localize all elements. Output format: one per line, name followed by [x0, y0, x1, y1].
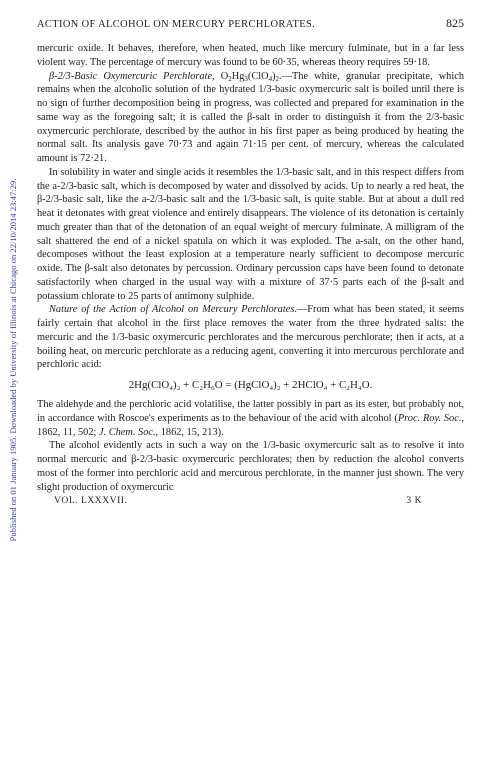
paragraph-2	[37, 70, 464, 166]
watermark-text: Published on 01 January 1905. Downloaded by University of Illinois at Chicago on 22/10/2014 23:47:29.	[8, 178, 18, 542]
section-heading: Nature of the Action of Alcohol on Mercury Perchlorates.	[49, 304, 297, 316]
reaction-equation: 2Hg(ClO₄)₂ + C₂H₆O = (HgClO₄)₂ + 2HClO₄ + C₂H₄O.	[128, 379, 373, 391]
paragraph-3: In solubility in water and single acids it resembles the 1/3-basic salt, and in this respect differs from the a-2/3-basic salt, which is decomposed by water and dissolved by acids. Up to nearly a red heat, the β-2/3-basic salt, like the a-2/3-basic salt and the 1/3-basic salt, is quite stable. But at about a dull red heat it detonates with great violence and entirely disappears. The violence of its detonation is certainly much greater than that of the detonation of an equal weight of mercury fulminate. A milligram of the salt shattered the end of a nickel spatula on which it was exploded. The a-salt, on the other hand, decomposes without the least explosion at a temperature nearly sufficient to decompose mercuric oxide. The β-salt also detonates by percussion. Ordinary percussion caps have been found to detonate satisfactorily when charged in the usual way with a mixture of 37·5 parts each of the β-salt and potassium chlorate to 25 parts of antimony sulphide.	[37, 166, 464, 302]
page-footer	[37, 495, 464, 506]
paragraph-5: The aldehyde and the perchloric acid volatilise, the latter possibly in part as its ester, but probably not, in accordance with Roscoe's experiments as to the behaviour of the acid with alcohol (Proc. Roy. Soc., 1862, 11, 502; J. Chem. Soc., 1862, 15, 213).	[37, 399, 464, 438]
signature-mark: 3 K	[406, 495, 422, 507]
journal-page	[37, 16, 464, 506]
compound-heading: β-2/3-Basic Oxymercuric Perchlorate,	[49, 70, 215, 82]
paragraph-4	[37, 303, 464, 372]
paragraph-6: The alcohol evidently acts in such a way on the 1/3-basic oxymercuric salt as to resolve it into normal mercuric and β-2/3-basic oxymercuric perchlorates; then by reduction the alcohol converts most of the former into perchloric acid and mercurous perchlorate, in the manner just shown. The very slight production of oxymercuric	[37, 440, 464, 493]
citation-j-chem-soc: J. Chem. Soc.,	[98, 426, 159, 438]
running-header	[37, 16, 464, 33]
paragraph-1: mercuric oxide. It behaves, therefore, when heated, much like mercury fulminate, but in a far less violent way. The percentage of mercury was found to be 60·35, whereas theory requires 59·18.	[37, 43, 464, 68]
page-number: 825	[446, 16, 464, 30]
paragraph-2-text: .—The white, granular precipitate, which remains when the alcoholic solution of the hydrated 1/3-basic oxymercuric salt is boiled until there is no sign of further decomposition being in progress, was collected and prepared for examination in the same way as the foregoing salt; it is called the β-salt in order to distinguish it from the 2/3-basic oxymercuric perchlorate, described by the author in his first paper as being produced by heating the normal salt. Its analysis gave 70·73 and again 71·15 per cent. of mercury, whereas the calculated amount is 72·21.	[37, 70, 464, 164]
download-watermark	[5, 40, 21, 680]
volume-label: VOL. LXXXVII.	[54, 495, 128, 507]
paragraph-4-text: —From what has been stated, it seems fairly certain that alcohol in the first place removes the water from the three hydrated salts: the mercuric and the 1/3-basic oxymercuric perchlorates and the mercurous perchlorate; then it acts, at a boiling heat, on mercuric perchlorate as a reducing agent, converting it into mercurous perchlorate and perchloric acid:	[37, 304, 464, 371]
article-body	[37, 42, 464, 494]
compound-formula: $O_2Hg_3(ClO_4)_2$	[220, 70, 280, 83]
running-title: ACTION OF ALCOHOL ON MERCURY PERCHLORATES.	[37, 19, 316, 30]
citation-proc-roy-soc: Proc. Roy. Soc.,	[397, 412, 464, 424]
